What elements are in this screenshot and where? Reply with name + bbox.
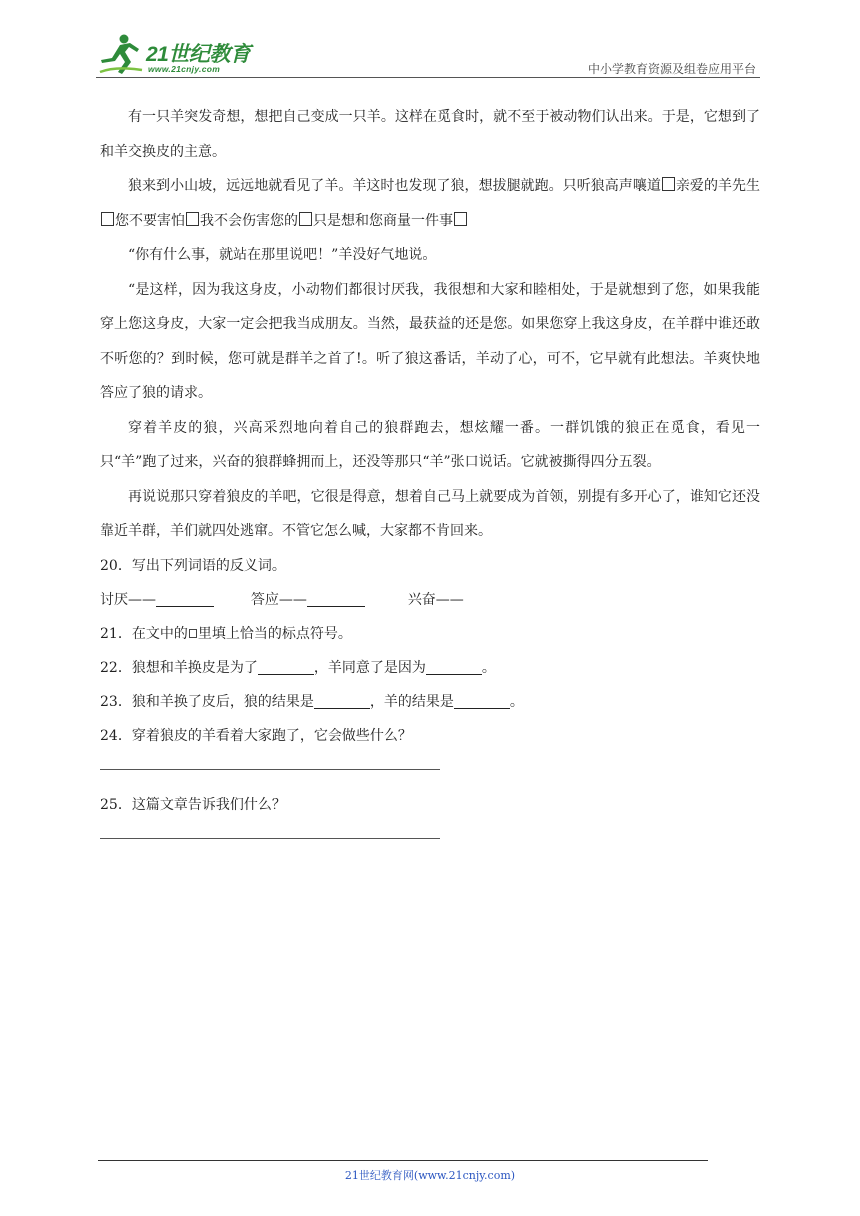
p2-sentence-2: 亲爱的羊先生 — [675, 178, 761, 194]
punctuation-box[interactable] — [299, 212, 312, 226]
passage-paragraph-5: 穿着羊皮的狼，兴高采烈地向着自己的狼群跑去，想炫耀一番。一群饥饿的狼正在觅食，看见一只“羊”跑了过来，兴奋的狼群蜂拥而上，还没等那只“羊”张口说话。它就被撕得四分五裂。 — [100, 419, 760, 470]
question-20: 20．写出下列词语的反义词。 — [100, 557, 286, 574]
q23-blank-2[interactable] — [454, 694, 510, 709]
q21-text-b: 里填上恰当的标点符号。 — [197, 625, 352, 642]
q22-text-a: 22．狼想和羊换皮是为了 — [100, 659, 258, 676]
site-logo[interactable] — [96, 32, 266, 78]
q23-text-b: ，羊的结果是 — [369, 693, 454, 710]
p2-sentence-3: 您不要害怕 — [115, 212, 185, 229]
passage-paragraph-1: 有一只羊突发奇想，想把自己变成一只羊。这样在觅食时，就不至于被动物们认出来。于是，它想到了和羊交换皮的主意。 — [100, 109, 760, 160]
p2-sentence-4: 我不会伤害您的 — [200, 212, 298, 229]
q23-text-a: 23．狼和羊换了皮后，狼的结果是 — [100, 693, 314, 710]
p2-sentence-1: 狼来到小山坡，远远地就看见了羊。羊这时也发现了狼，想拔腿就跑。只听狼高声嚷道 — [128, 178, 661, 194]
logo-url: www.21cnjy.com — [148, 64, 221, 74]
runner-icon — [96, 32, 148, 76]
answer-line-25[interactable] — [100, 838, 440, 839]
footer-divider — [98, 1160, 708, 1161]
question-24: 24．穿着狼皮的羊看着大家跑了，它会做些什么？ — [100, 727, 412, 744]
p2-sentence-5: 只是想和您商量一件事 — [313, 212, 453, 229]
passage-paragraph-2 — [100, 169, 760, 238]
punctuation-box[interactable] — [454, 212, 467, 226]
question-21 — [100, 617, 760, 651]
punctuation-box[interactable] — [101, 212, 114, 226]
q22-text-b: ，羊同意了是因为 — [313, 659, 426, 676]
antonym-blank-1[interactable] — [156, 592, 214, 607]
footer-link[interactable]: 21世纪教育网(www.21cnjy.com) — [344, 1169, 516, 1182]
passage-paragraph-6: 再说说那只穿着狼皮的羊吧，它很是得意，想着自己马上就要成为首领，别提有多开心了，谁知它还没靠近羊群，羊们就四处逃窜。不管它怎么喊，大家都不肯回来。 — [100, 488, 760, 539]
logo-text: 21世纪教育 — [146, 43, 251, 66]
antonym-row — [100, 583, 760, 617]
antonym-word-1: 讨厌—— — [100, 591, 156, 608]
answer-line-24[interactable] — [100, 769, 440, 770]
antonym-word-3: 兴奋—— — [407, 591, 464, 608]
antonym-blank-2[interactable] — [307, 592, 365, 607]
header-divider — [96, 77, 760, 78]
question-22 — [100, 651, 760, 685]
q21-text-a: 21．在文中的 — [100, 625, 188, 642]
question-23 — [100, 685, 760, 719]
punctuation-box[interactable] — [662, 177, 675, 191]
q22-blank-1[interactable] — [258, 660, 314, 675]
question-25: 25．这篇文章告诉我们什么？ — [100, 796, 286, 813]
document-body — [100, 100, 760, 857]
antonym-word-2: 答应—— — [250, 591, 307, 608]
q23-text-c: 。 — [509, 693, 524, 710]
q22-blank-2[interactable] — [426, 660, 482, 675]
page-header — [96, 32, 760, 78]
q23-blank-1[interactable] — [314, 694, 370, 709]
box-symbol-icon — [189, 629, 197, 638]
passage-paragraph-3: “你有什么事，就站在那里说吧！”羊没好气地说。 — [128, 247, 437, 263]
platform-title: 中小学教育资源及组卷应用平台 — [587, 62, 756, 76]
q22-text-c: 。 — [481, 659, 496, 676]
punctuation-box[interactable] — [186, 212, 199, 226]
passage-paragraph-4: “是这样，因为我这身皮，小动物们都很讨厌我，我很想和大家和睦相处，于是就想到了您，如果我能穿上您这身皮，大家一定会把我当成朋友。当然，最获益的还是您。如果您穿上我这身皮，在羊群中谁还敢不听您的？到时候，您可就是群羊之首了!。听了狼这番话，羊动了心，可不，它早就有此想法。羊爽快地答应了狼的请求。 — [100, 281, 760, 401]
